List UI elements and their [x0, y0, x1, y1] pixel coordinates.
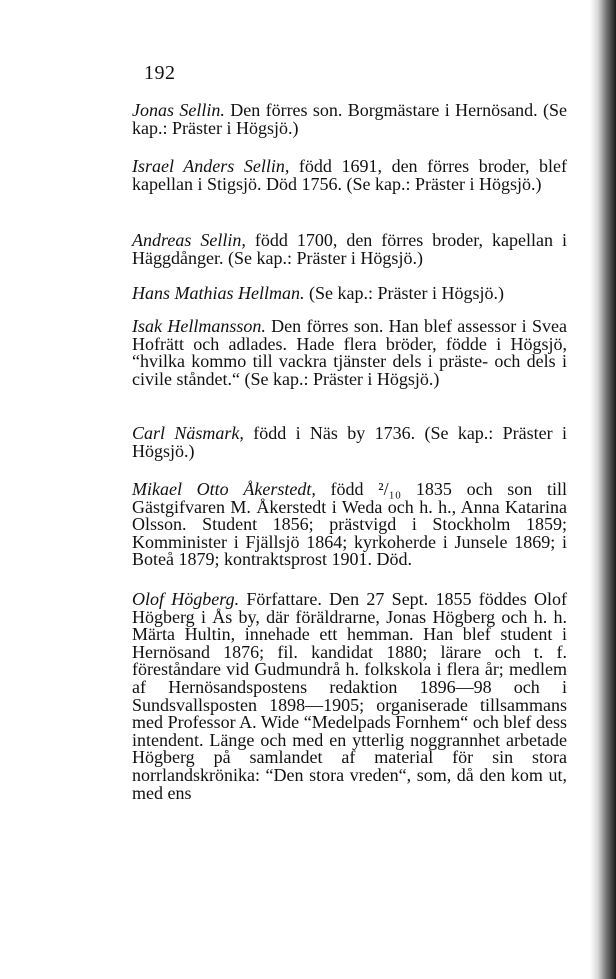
entry-carl-nasmark: [132, 425, 567, 460]
entry-text: född 1700, den förres broder, kapellan i Häggdånger. (Se kap.: Präster i Högsjö.): [132, 230, 568, 268]
entry-text: född 1691, den förres broder, blef kapellan i Stigsjö. Död 1756. (Se kap.: Präster i Högsjö.): [132, 156, 568, 194]
entry-name: Andreas Sellin,: [132, 230, 246, 250]
entry-andreas-sellin: [132, 232, 567, 267]
entry-text: Den förres son. Borgmästare i Hernösand. (Se kap.: Präster i Högsjö.): [132, 100, 567, 138]
entry-text: Den förres son. Han blef assessor i Svea Hofrätt och adlades. Hade flera bröder, födde i Högsjö, “hvilka kommo till vackra tjänster dels i präste- och dels i civile ståndet.“ (Se kap.: Präster i Högsjö.): [132, 316, 567, 389]
page-number: 192: [144, 62, 176, 84]
entry-name: Jonas Sellin.: [132, 100, 225, 120]
entry-name: Hans Mathias Hellman.: [132, 283, 305, 303]
entry-text: född ²/₁₀ 1835 och son till Gästgifvaren M. Åkerstedt i Weda och h. h., Anna Katarina Olsson. Student 1856; prästvigd i Stockholm 1859; Komminister i Fjällsjö 1864; kyrkoherde i Junsele 1869; i Boteå 1879; kontraktsprost 1901. Död.: [132, 479, 567, 570]
entry-text: född i Näs by 1736. (Se kap.: Präster i Högsjö.): [132, 423, 567, 461]
entry-olof-hogberg: [132, 591, 567, 802]
entry-israel-anders-sellin: [132, 158, 567, 193]
entry-name: Carl Näsmark,: [132, 423, 244, 443]
page-binding-shadow: [590, 0, 616, 979]
entry-text: (Se kap.: Präster i Högsjö.): [304, 283, 504, 303]
entry-mikael-otto-akerstedt: [132, 481, 567, 569]
entry-text: Författare. Den 27 Sept. 1855 föddes Olof Högberg i Ås by, där föräldrarne, Jonas Högberg och h. h. Märta Hultin, innehade ett hemman. Han blef student i Hernösand 1876; fil. kandidat 1880; lärare och t. f. föreståndare vid Gudmundrå h. folkskola i flera år; medlem af Hernösandspostens redaktion 1896—98 och i Sundsvallsposten 1898—1905; organiserade tillsammans med Professor A. Wide “Medelpads Fornhem“ och blef dess intendent. Länge och med en ytterlig noggrannhet arbetade Högberg på samlandet af material för sin stora norrlandskrönika: “Den stora vreden“, som, då den kom ut, med ens: [132, 589, 567, 803]
entry-name: Mikael Otto Åkerstedt,: [132, 479, 316, 499]
entry-name: Olof Högberg.: [132, 589, 240, 609]
entry-name: Israel Anders Sellin,: [132, 156, 290, 176]
entry-isak-hellmansson: [132, 318, 567, 388]
entry-name: Isak Hellmansson.: [132, 316, 266, 336]
entry-hans-mathias-hellman: [132, 285, 567, 303]
entry-jonas-sellin: [132, 102, 567, 137]
